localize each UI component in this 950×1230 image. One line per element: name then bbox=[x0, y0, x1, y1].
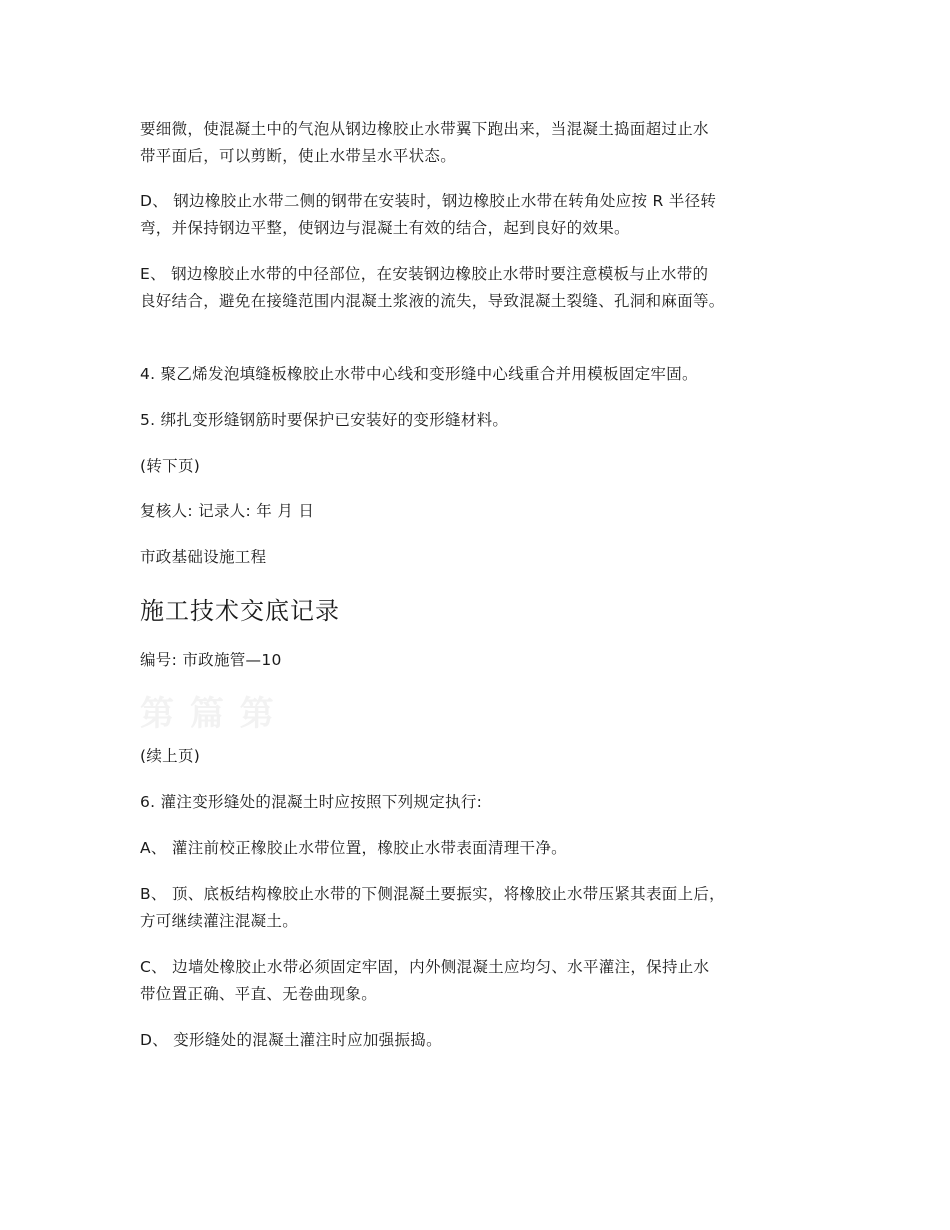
item-d-line: 弯，并保持钢边平整，使钢边与混凝土有效的结合，起到良好的效果。 bbox=[140, 219, 630, 237]
item-c-line: C、 边墙处橡胶止水带必须固定牢固，内外侧混凝土应均匀、水平灌注，保持止水 bbox=[140, 958, 710, 976]
item-e-line: 良好结合，避免在接缝范围内混凝土浆液的流失，导致混凝土裂缝、孔洞和麻面等。 bbox=[140, 292, 725, 310]
item-c-line: 带位置正确、平直、无卷曲现象。 bbox=[140, 985, 378, 1003]
continued-next-note: (转下页) bbox=[140, 457, 201, 475]
paragraph-line: 要细微，使混凝土中的气泡从钢边橡胶止水带翼下跑出来，当混凝土捣面超过止水 bbox=[140, 120, 709, 138]
item-4: 4. 聚乙烯发泡填缝板橡胶止水带中心线和变形缝中心线重合并用模板固定牢固。 bbox=[140, 365, 698, 383]
item-5: 5. 绑扎变形缝钢筋时要保护已安装好的变形缝材料。 bbox=[140, 411, 509, 429]
item-a: A、 灌注前校正橡胶止水带位置，橡胶止水带表面清理干净。 bbox=[140, 839, 567, 857]
paragraph-line: 带平面后，可以剪断，使止水带呈水平状态。 bbox=[140, 147, 457, 165]
item-e-line: E、 钢边橡胶止水带的中径部位，在安装钢边橡胶止水带时要注意模板与止水带的 bbox=[140, 265, 709, 283]
item-b-line: B、 顶、底板结构橡胶止水带的下侧混凝土要振实，将橡胶止水带压紧其表面上后， bbox=[140, 885, 725, 903]
item-d2: D、 变形缝处的混凝土灌注时应加强振捣。 bbox=[140, 1031, 442, 1049]
item-6: 6. 灌注变形缝处的混凝土时应按照下列规定执行: bbox=[140, 793, 483, 811]
item-d-line: D、 钢边橡胶止水带二侧的钢带在安装时，钢边橡胶止水带在转角处应按 R 半径转 bbox=[140, 192, 717, 210]
page-title: 施工技术交底记录 bbox=[140, 597, 340, 625]
faint-watermark: 第 篇 第 bbox=[140, 694, 276, 734]
item-b-line: 方可继续灌注混凝土。 bbox=[140, 912, 299, 930]
project-name: 市政基础设施工程 bbox=[140, 548, 267, 566]
signoff-line: 复核人: 记录人: 年 月 日 bbox=[140, 502, 315, 520]
serial-number: 编号: 市政施管—10 bbox=[140, 651, 282, 669]
continued-prev-note: (续上页) bbox=[140, 747, 201, 765]
